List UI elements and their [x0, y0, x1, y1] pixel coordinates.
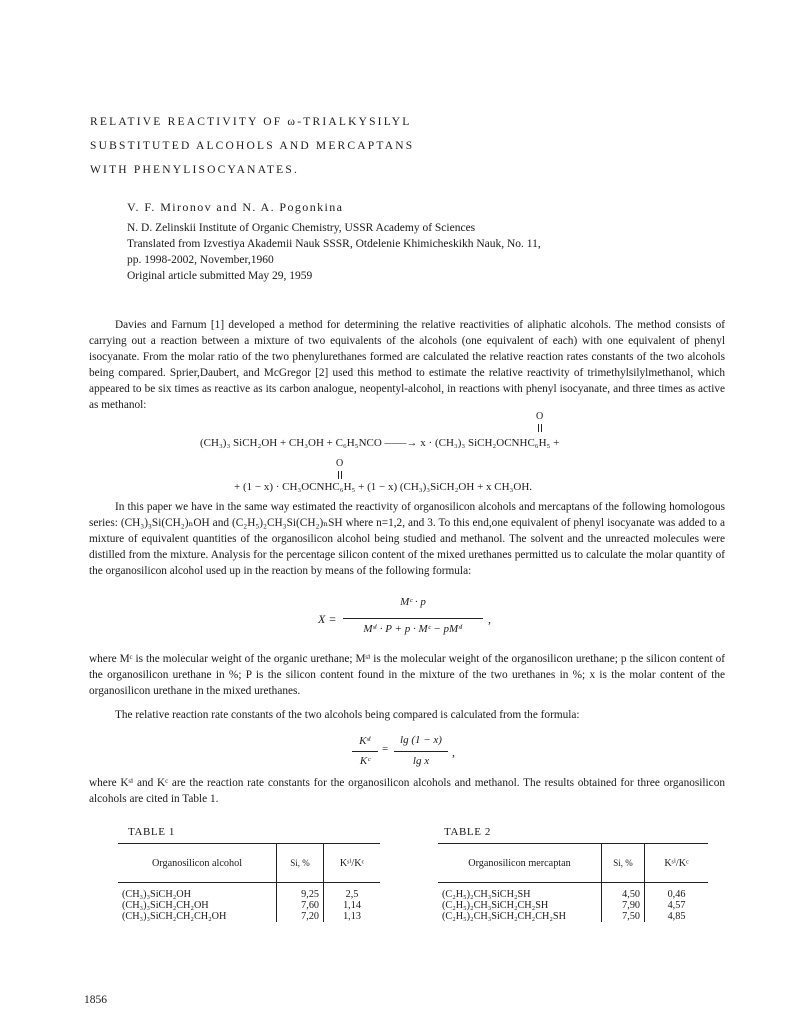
table-2-cell-k: 4,57	[667, 900, 686, 911]
table-1-cell-k: 1,13	[343, 911, 361, 922]
authors: V. F. Mironov and N. A. Pogonkina	[127, 200, 344, 214]
paragraph-5	[89, 776, 725, 808]
table-row	[118, 900, 380, 911]
paragraph-2-text: In this paper we have in the same way estimated the reactivity of organosilicon alcohols and mercaptans of the following homologous series: (CH₃)₃Si(CH₂)ₙOH and (C₂H₅)₂CH₃Si(CH₂)ₙSH where n=1,2, and 3. To this end,one equivalent of phenyl isocyanate was added to a mixture of equivalent quantities of the organosilicon alcohol being studied and methanol. The solvent and the unreacted molecules were distilled from the mixture. Analysis for the percentage silicon content of the mixed urethanes permitted us to calculate the molar quantity of the organosilicon alcohol used up in the reaction by means of the following formula:	[89, 501, 725, 577]
table-2-cell-compound: (C₂H₅)₂CH₃SiCH₂SH	[438, 883, 602, 901]
formula-2-denominator: lg x	[412, 755, 430, 767]
table-1-header-row	[118, 844, 380, 883]
table-1-cell-si: 9,25	[277, 883, 324, 901]
paragraph-5-text: where Kˢⁱ and Kᶜ are the reaction rate constants for the organosilicon alcohols and methanol. The results obtained for three organosilicon alcohols are cited in Table 1.	[89, 777, 725, 805]
paragraph-3	[89, 652, 725, 700]
table-1-cell-compound: (CH₃)₃SiCH₂OH	[118, 883, 277, 901]
formula-2-numerator: lg (1 − x)	[400, 734, 442, 746]
affiliation-line-4: Original article submitted May 29, 1959	[127, 270, 313, 282]
paragraph-1	[89, 318, 725, 413]
table-2-cell-si: 7,90	[602, 900, 645, 911]
table-1	[118, 843, 380, 922]
table-1-header-compound: Organosilicon alcohol	[118, 844, 277, 883]
table-2-title: TABLE 2	[444, 826, 492, 838]
formula-2-comma: ,	[452, 745, 455, 759]
table-2-cell-compound: (C₂H₅)₂CH₃SiCH₂CH₂CH₂SH	[438, 911, 602, 922]
paragraph-2	[89, 500, 725, 580]
table-2-header-k: Kˢⁱ/Kᶜ	[645, 844, 709, 883]
formula-1-denominator: Mˢⁱ · P + p · Mᶜ − pMˢⁱ	[363, 623, 463, 635]
paragraph-4-text: The relative reaction rate constants of the two alcohols being compared is calculated from the formula:	[115, 709, 580, 721]
table-1-cell-k: 1,14	[343, 900, 361, 911]
table-2-header-row	[438, 844, 708, 883]
paragraph-1-text: Davies and Farnum [1] developed a method for determining the relative reactivities of aliphatic alcohols. The method consists of carrying out a reaction between a mixture of two equivalents of the alcohols (one equivalent of each) with one equivalent of phenyl isocyanate. From the molar ratio of the two phenylurethanes formed are calculated the relative reaction rates constants of the two alcohols being compared. Sprier,Daubert, and McGregor [2] used this method to estimate the relative reactivity of trimethylsilylmethanol, which appeared to be six times as reactive as its carbon analogue, neopentyl-alcohol, in reactions with phenyl isocyanate, and three times as active as methanol:	[89, 319, 725, 411]
double-bond-2	[338, 471, 342, 479]
formula-2-lhs-numerator: Kˢⁱ	[359, 735, 371, 747]
table-2-cell-compound: (C₂H₅)₂CH₃SiCH₂CH₂SH	[438, 900, 602, 911]
paragraph-3-text: where Mᶜ is the molecular weight of the organic urethane; Mˢⁱ is the molecular weight of the organosilicon urethane; p the silicon content of the organosilicon urethane in %; P is the silicon content found in the mixture of the two urethanes in %; x is the molar content of the organosilicon urethane in the mixed urethanes.	[89, 653, 725, 697]
table-row	[118, 883, 380, 901]
table-1-cell-compound: (CH₃)₃SiCH₂CH₂CH₂OH	[118, 911, 277, 922]
table-1-cell-si: 7,20	[277, 911, 324, 922]
formula-1-lhs: X =	[318, 612, 337, 626]
table-row	[438, 900, 708, 911]
formula-2-equals: =	[382, 743, 389, 755]
formula-2-lhs-bar	[352, 751, 378, 752]
formula-2-lhs-denominator: Kᶜ	[359, 755, 371, 767]
title-line-3: WITH PHENYLISOCYANATES.	[90, 164, 300, 176]
title-line-2: SUBSTITUTED ALCOHOLS AND MERCAPTANS	[90, 140, 415, 152]
table-2-cell-si: 4,50	[602, 883, 645, 901]
table-1-title: TABLE 1	[128, 826, 176, 838]
table-2-cell-k: 4,85	[667, 911, 686, 922]
affiliation-line-1: N. D. Zelinskii Institute of Organic Chemistry, USSR Academy of Sciences	[127, 222, 476, 234]
carbonyl-o-2: O	[336, 458, 344, 469]
table-1-cell-compound: (CH₃)₃SiCH₂CH₂OH	[118, 900, 277, 911]
table-2-header-si: Si, %	[602, 844, 645, 883]
table-1-header-k: Kˢⁱ/Kᶜ	[324, 844, 381, 883]
page-number: 1856	[84, 994, 107, 1006]
table-2-cell-si: 7,50	[602, 911, 645, 922]
table-1-cell-k: 2,5	[345, 889, 359, 900]
table-row	[118, 911, 380, 922]
table-2-cell-k: 0,46	[667, 889, 686, 900]
formula-2-bar	[394, 751, 448, 752]
table-1-cell-si: 7,60	[277, 900, 324, 911]
formula-1-comma: ,	[488, 612, 491, 626]
title-line-1: RELATIVE REACTIVITY OF ω-TRIALKYSILYL	[90, 116, 412, 128]
affiliation-line-2: Translated from Izvestiya Akademii Nauk SSSR, Otdelenie Khimicheskikh Nauk, No. 11,	[127, 238, 541, 250]
table-2	[438, 843, 708, 922]
table-row	[438, 911, 708, 922]
reaction-equation-line-1: (CH₃)₃ SiCH₂OH + CH₃OH + C₆H₅NCO ——→ x · (CH₃)₃ SiCH₂OCNHC₆H₅ +	[200, 437, 560, 449]
table-2-header-compound: Organosilicon mercaptan	[438, 844, 602, 883]
reaction-equation-line-2: + (1 − x) · CH₃OCNHC₆H₅ + (1 − x) (CH₃)₃SiCH₂OH + x CH₃OH.	[234, 481, 533, 493]
formula-1-numerator: Mᶜ · p	[400, 596, 426, 608]
affiliation-line-3: pp. 1998-2002, November,1960	[127, 254, 274, 266]
formula-1-fraction-bar	[343, 618, 483, 619]
carbonyl-o-1: O	[536, 411, 544, 422]
table-row	[438, 883, 708, 901]
double-bond-1	[538, 424, 542, 432]
table-1-header-si: Si, %	[277, 844, 324, 883]
paragraph-4	[89, 708, 725, 724]
